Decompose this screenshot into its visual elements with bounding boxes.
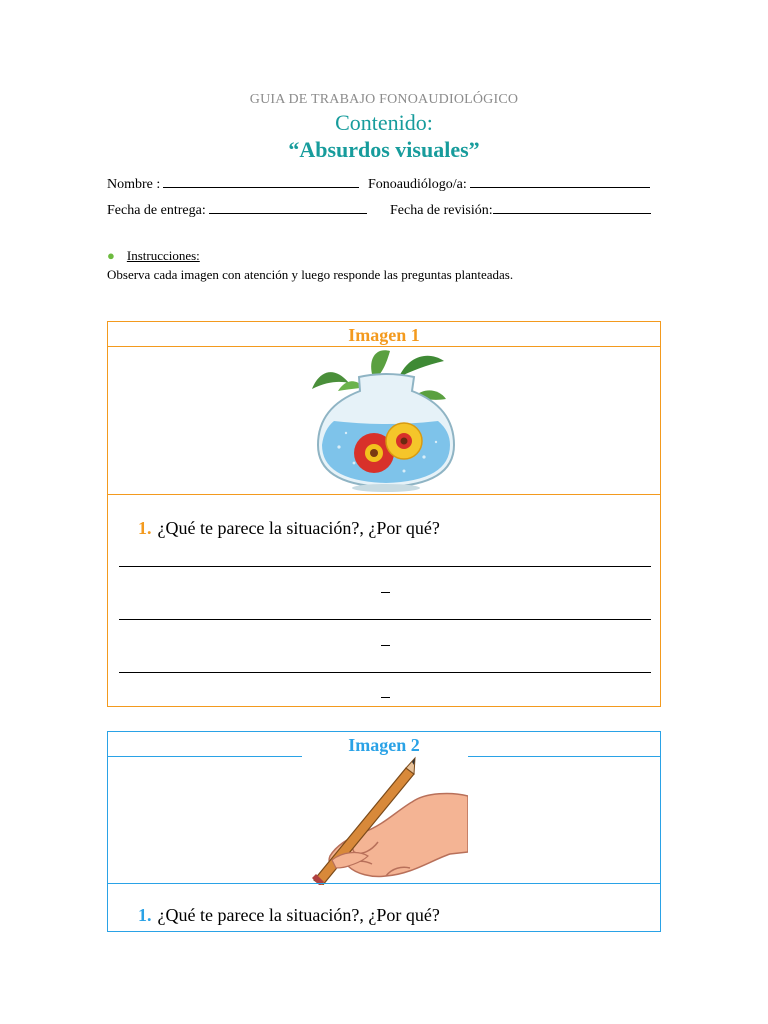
- name-line[interactable]: [163, 186, 359, 188]
- instructions-heading: [107, 248, 200, 264]
- question-number: 1.: [138, 518, 152, 538]
- guide-header: GUIA DE TRABAJO FONOAUDIOLÓGICO: [249, 92, 519, 107]
- fono-line[interactable]: [470, 186, 650, 188]
- question-2: [138, 905, 440, 926]
- review-date-field[interactable]: [390, 203, 651, 219]
- instructions-label: Instrucciones:: [126, 248, 200, 263]
- review-line[interactable]: [493, 212, 651, 214]
- name-field[interactable]: [107, 177, 359, 193]
- fishbowl-flowers-image: [304, 347, 469, 495]
- answer-line[interactable]: [119, 619, 651, 620]
- section-imagen-2: [107, 731, 661, 932]
- answer-line[interactable]: [119, 566, 651, 567]
- section-imagen-1: [107, 321, 661, 707]
- delivery-line[interactable]: [209, 212, 367, 214]
- page-title: “Absurdos visuales”: [288, 137, 480, 162]
- answer-line-end: [381, 645, 390, 646]
- question-1: [138, 518, 440, 539]
- delivery-date-field[interactable]: [107, 203, 367, 219]
- delivery-label: Fecha de entrega:: [107, 203, 206, 218]
- content-label: Contenido:: [335, 110, 433, 135]
- question-text: ¿Qué te parece la situación?, ¿Por qué?: [157, 905, 440, 925]
- yellow-flower-icon: [386, 423, 422, 459]
- answer-line[interactable]: [119, 672, 651, 673]
- review-label: Fecha de revisión:: [390, 203, 493, 218]
- fono-field[interactable]: [368, 177, 650, 193]
- section-title: Imagen 1: [348, 325, 420, 345]
- hand-pencil-image: [302, 756, 468, 885]
- question-text: ¿Qué te parece la situación?, ¿Por qué?: [157, 518, 440, 538]
- fono-label: Fonoaudiólogo/a:: [368, 177, 467, 192]
- section-title: Imagen 2: [348, 735, 420, 755]
- name-label: Nombre :: [107, 177, 161, 192]
- answer-line-end: [381, 592, 390, 593]
- divider: [108, 883, 660, 884]
- divider: [108, 494, 660, 495]
- bullet-icon: ●: [107, 248, 115, 263]
- instructions-text: Observa cada imagen con atención y luego responde las preguntas planteadas.: [107, 267, 514, 282]
- question-number: 1.: [138, 905, 152, 925]
- answer-line-end: [381, 697, 390, 698]
